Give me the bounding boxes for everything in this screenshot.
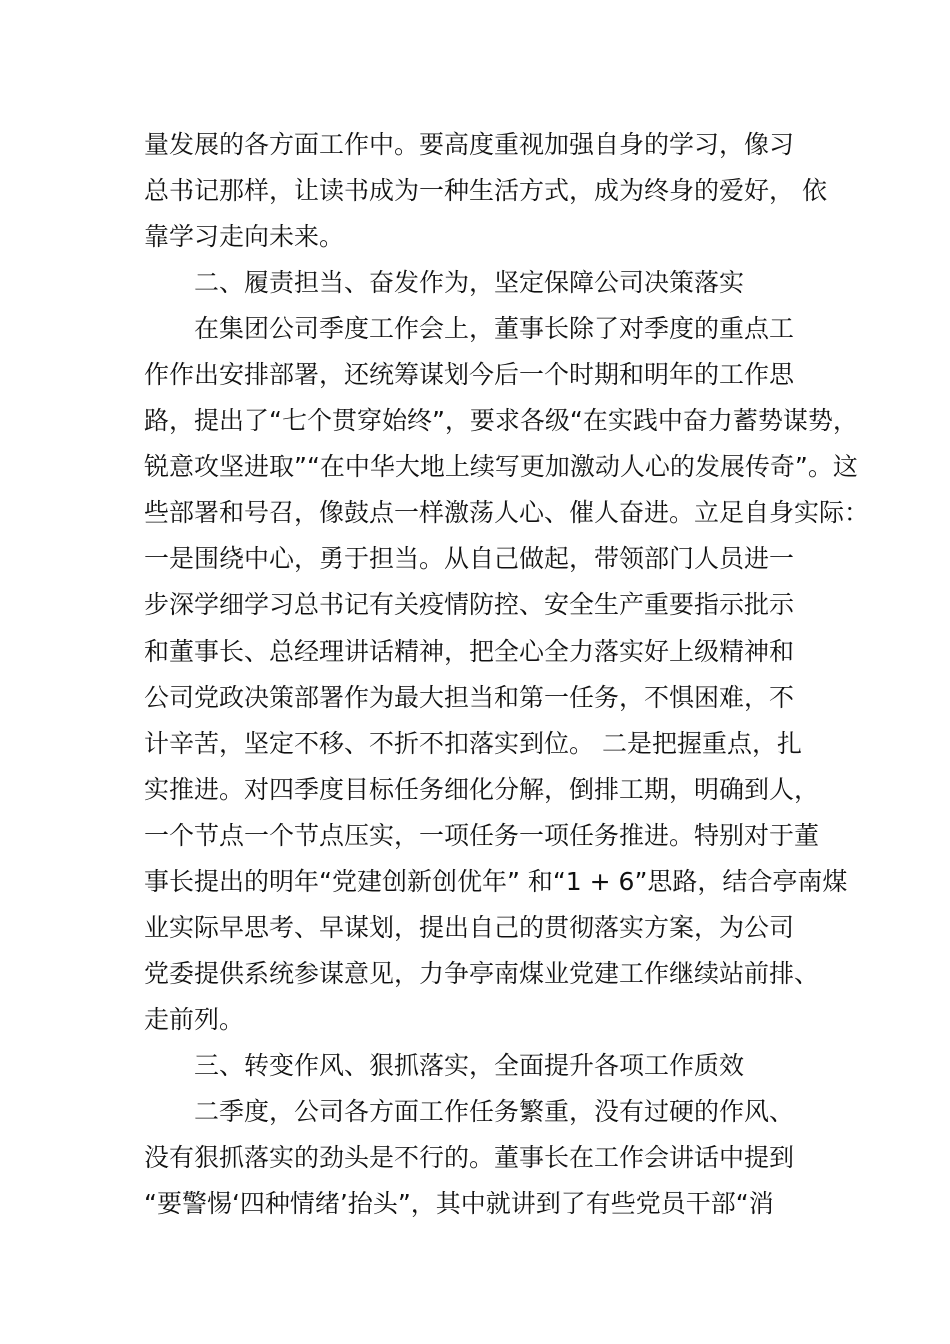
- section-3-heading: 三、转变作风、狠抓落实，全面提升各项工作质效: [194, 1050, 745, 1080]
- paragraph-2-line: 走前列。: [144, 1004, 245, 1034]
- paragraph-2-line: 事长提出的明年“党建创新创优年” 和“1 + 6”思路，结合亭南煤: [144, 866, 848, 896]
- paragraph-2-line: 路，提出了“七个贯穿始终”，要求各级“在实践中奋力蓄势谋势，: [144, 406, 858, 436]
- paragraph-1-line: 总书记那样，让读书成为一种生活方式，成为终身的爱好， 依: [144, 176, 827, 206]
- paragraph-2-line: 业实际早思考、早谋划，提出自己的贯彻落实方案，为公司: [144, 912, 795, 942]
- paragraph-2-line: 公司党政决策部署作为最大担当和第一任务，不惧困难，不: [144, 682, 795, 712]
- paragraph-1-line: 量发展的各方面工作中。要高度重视加强自身的学习，像习: [144, 130, 795, 159]
- paragraph-2-line: 些部署和号召，像鼓点一样激荡人心、催人奋进。立足自身实际：: [144, 498, 870, 528]
- paragraph-3-line: “要警惕‘四种情绪’抬头”，其中就讲到了有些党员干部“消: [144, 1189, 774, 1219]
- paragraph-2-line: 一个节点一个节点压实，一项任务一项任务推进。特别对于董: [144, 820, 820, 850]
- document-body: [144, 122, 870, 1227]
- paragraph-2-line: 和董事长、总经理讲话精神，把全心全力落实好上级精神和: [144, 636, 795, 666]
- paragraph-2-line: 计辛苦，坚定不移、不折不扣落实到位。 二是把握重点，扎: [144, 728, 802, 758]
- paragraph-2-line: 作作出安排部署，还统筹谋划今后一个时期和明年的工作思: [144, 360, 795, 390]
- paragraph-3-line: 二季度，公司各方面工作任务繁重，没有过硬的作风、: [194, 1096, 795, 1126]
- paragraph-2-line: 一是围绕中心，勇于担当。从自己做起，带领部门人员进一: [144, 544, 795, 574]
- section-2-heading: 二、履责担当、奋发作为，坚定保障公司决策落实: [194, 268, 745, 298]
- paragraph-1-line: 靠学习走向未来。: [144, 222, 345, 252]
- paragraph-2-line: 在集团公司季度工作会上，董事长除了对季度的重点工: [194, 314, 795, 344]
- paragraph-2-line: 锐意攻坚进取”“在中华大地上续写更加激动人心的发展传奇”。这: [144, 452, 858, 482]
- paragraph-2-line: 党委提供系统参谋意见，力争亭南煤业党建工作继续站前排、: [144, 958, 820, 988]
- paragraph-2-line: 步深学细学习总书记有关疫情防控、安全生产重要指示批示: [144, 590, 795, 620]
- paragraph-3-line: 没有狠抓落实的劲头是不行的。董事长在工作会讲话中提到: [144, 1143, 795, 1173]
- paragraph-2-line: 实推进。对四季度目标任务细化分解，倒排工期，明确到人，: [144, 774, 820, 804]
